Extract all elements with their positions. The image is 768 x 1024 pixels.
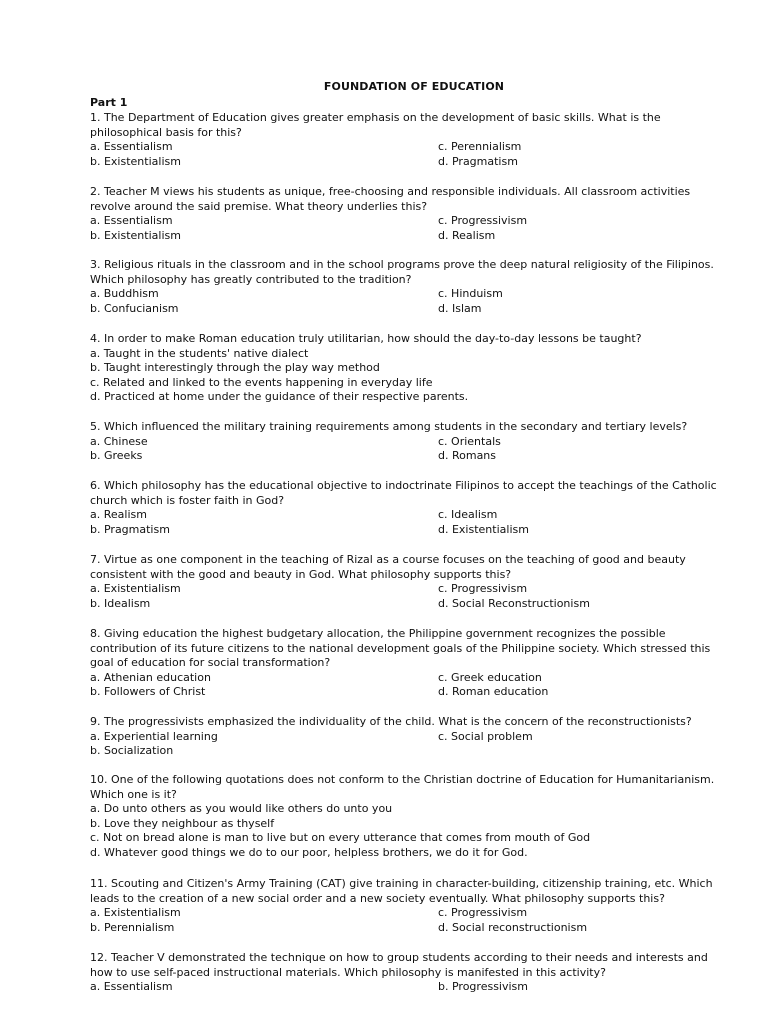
choice-option: c. Progressivism [438, 214, 528, 228]
choice-option: b. Greeks [90, 449, 143, 463]
choice-row [90, 582, 730, 597]
part-heading: Part 1 [90, 96, 128, 109]
choice-option: b. Love they neighbour as thyself [90, 816, 275, 830]
choice-option: c. Perennialism [438, 140, 522, 154]
choice-option: b. Taught interestingly through the play way method [90, 361, 380, 375]
question-stem-line: Which philosophy has greatly contributed to the tradition? [90, 272, 412, 286]
choice-row [90, 980, 730, 995]
choice-option: d. Social Reconstructionism [438, 596, 590, 610]
question-stem-line: leads to the creation of a new social order and a new society eventually. What philosophy supports this? [90, 891, 665, 905]
choice-option: b. Idealism [90, 596, 151, 610]
choice-option: a. Chinese [90, 434, 148, 448]
choice-option: d. Roman education [438, 685, 549, 699]
question-stem-line: 10. One of the following quotations does not conform to the Christian doctrine of Education for Humanitarianism. [90, 773, 715, 786]
choice-option: d. Islam [438, 301, 482, 315]
choice-option: d. Romans [438, 449, 497, 463]
choice-row [90, 597, 730, 612]
choice-option: a. Existentialism [90, 582, 181, 596]
choice-option: a. Existentialism [90, 906, 181, 920]
choice-option: c. Progressivism [438, 582, 528, 596]
choice-option: c. Greek education [438, 670, 542, 684]
choice-option: c. Progressivism [438, 906, 528, 920]
choice-option: d. Social reconstructionism [438, 920, 588, 934]
choice-row [90, 435, 730, 450]
choice-row [90, 214, 730, 229]
choice-option: a. Essentialism [90, 140, 173, 154]
choice-option: b. Existentialism [90, 154, 181, 168]
choice-option: b. Progressivism [438, 980, 528, 994]
choice-row [90, 508, 730, 523]
document-title: FOUNDATION OF EDUCATION [323, 80, 505, 93]
question-stem-line: 4. In order to make Roman education truly utilitarian, how should the day-to-day lessons be taught? [90, 332, 642, 345]
question-4 [90, 332, 730, 405]
question-stem-line: church which is foster faith in God? [90, 493, 285, 507]
choice-option: d. Whatever good things we do to our poor, helpless brothers, we do it for God. [90, 845, 528, 859]
choice-option: d. Practiced at home under the guidance of their respective parents. [90, 390, 469, 404]
choice-option: b. Perennialism [90, 920, 175, 934]
choice-row [90, 671, 730, 686]
question-1 [90, 111, 730, 169]
question-stem-line: 9. The progressivists emphasized the individuality of the child. What is the concern of the reconstructionists? [90, 715, 692, 728]
choice-row [90, 685, 730, 700]
choice-row [90, 523, 730, 538]
choice-option: a. Buddhism [90, 287, 159, 301]
question-stem-line: 2. Teacher M views his students as unique, free-choosing and responsible individuals. All classroom activities [90, 185, 691, 198]
question-5 [90, 420, 730, 464]
question-stem-line: Which one is it? [90, 787, 177, 801]
question-3 [90, 258, 730, 316]
choice-option: a. Taught in the students' native dialect [90, 346, 309, 360]
question-stem-line: contribution of its future citizens to the national development goals of the Philippine society. Which stressed this [90, 641, 711, 655]
question-12 [90, 951, 730, 995]
choice-option: c. Not on bread alone is man to live but on every utterance that comes from mouth of God [90, 831, 591, 845]
choice-row [90, 229, 730, 244]
choice-option: c. Orientals [438, 434, 501, 448]
question-stem-line: 12. Teacher V demonstrated the technique on how to group students according to their needs and interests and [90, 951, 708, 964]
question-stem-line: 6. Which philosophy has the educational objective to indoctrinate Filipinos to accept the teachings of the Catholic [90, 479, 717, 492]
question-stem-line: consistent with the good and beauty in God. What philosophy supports this? [90, 567, 512, 581]
choice-option: d. Realism [438, 228, 496, 242]
choice-option: c. Social problem [438, 729, 533, 743]
question-2 [90, 185, 730, 243]
choice-option: a. Athenian education [90, 670, 211, 684]
question-stem-line: goal of education for social transformation? [90, 656, 331, 670]
question-stem-line: 3. Religious rituals in the classroom and in the school programs prove the deep natural religiosity of the Filipinos. [90, 258, 714, 271]
question-stem-line: 7. Virtue as one component in the teaching of Rizal as a course focuses on the teaching of good and beauty [90, 553, 686, 566]
choice-option: b. Confucianism [90, 301, 179, 315]
choice-option: c. Related and linked to the events happening in everyday life [90, 375, 433, 389]
choice-option: b. Pragmatism [90, 522, 170, 536]
choice-option: b. Followers of Christ [90, 685, 206, 699]
choice-option: a. Experiential learning [90, 729, 218, 743]
choice-option: c. Idealism [438, 508, 498, 522]
choice-row [90, 302, 730, 317]
choice-option: d. Existentialism [438, 522, 529, 536]
question-11 [90, 877, 730, 935]
question-8 [90, 627, 730, 700]
choice-row [90, 744, 730, 759]
choice-row [90, 155, 730, 170]
question-stem-line: 8. Giving education the highest budgetary allocation, the Philippine government recognizes the possible [90, 627, 666, 640]
choice-option: a. Essentialism [90, 980, 173, 994]
choice-option: a. Realism [90, 508, 147, 522]
choice-option: b. Socialization [90, 744, 174, 758]
choice-option: b. Existentialism [90, 228, 181, 242]
question-6 [90, 479, 730, 537]
question-stem-line: philosophical basis for this? [90, 125, 242, 139]
choice-row [90, 449, 730, 464]
question-stem-line: how to use self-paced instructional materials. Which philosophy is manifested in this activity? [90, 965, 606, 979]
choice-row [90, 906, 730, 921]
choice-option: c. Hinduism [438, 287, 503, 301]
choice-option: d. Pragmatism [438, 154, 518, 168]
choice-row [90, 730, 730, 745]
question-stem-line: 5. Which influenced the military training requirements among students in the secondary and tertiary levels? [90, 420, 688, 433]
question-9 [90, 715, 730, 759]
choice-option: a. Do unto others as you would like others do unto you [90, 802, 393, 816]
question-7 [90, 553, 730, 611]
choice-row [90, 140, 730, 155]
choice-option: a. Essentialism [90, 214, 173, 228]
question-10 [90, 773, 730, 861]
question-stem-line: 11. Scouting and Citizen's Army Training (CAT) give training in character-building, citizenship training, etc. Which [90, 877, 713, 890]
question-stem-line: 1. The Department of Education gives greater emphasis on the development of basic skills. What is the [90, 111, 661, 124]
question-stem-line: revolve around the said premise. What theory underlies this? [90, 199, 428, 213]
choice-row [90, 921, 730, 936]
choice-row [90, 287, 730, 302]
